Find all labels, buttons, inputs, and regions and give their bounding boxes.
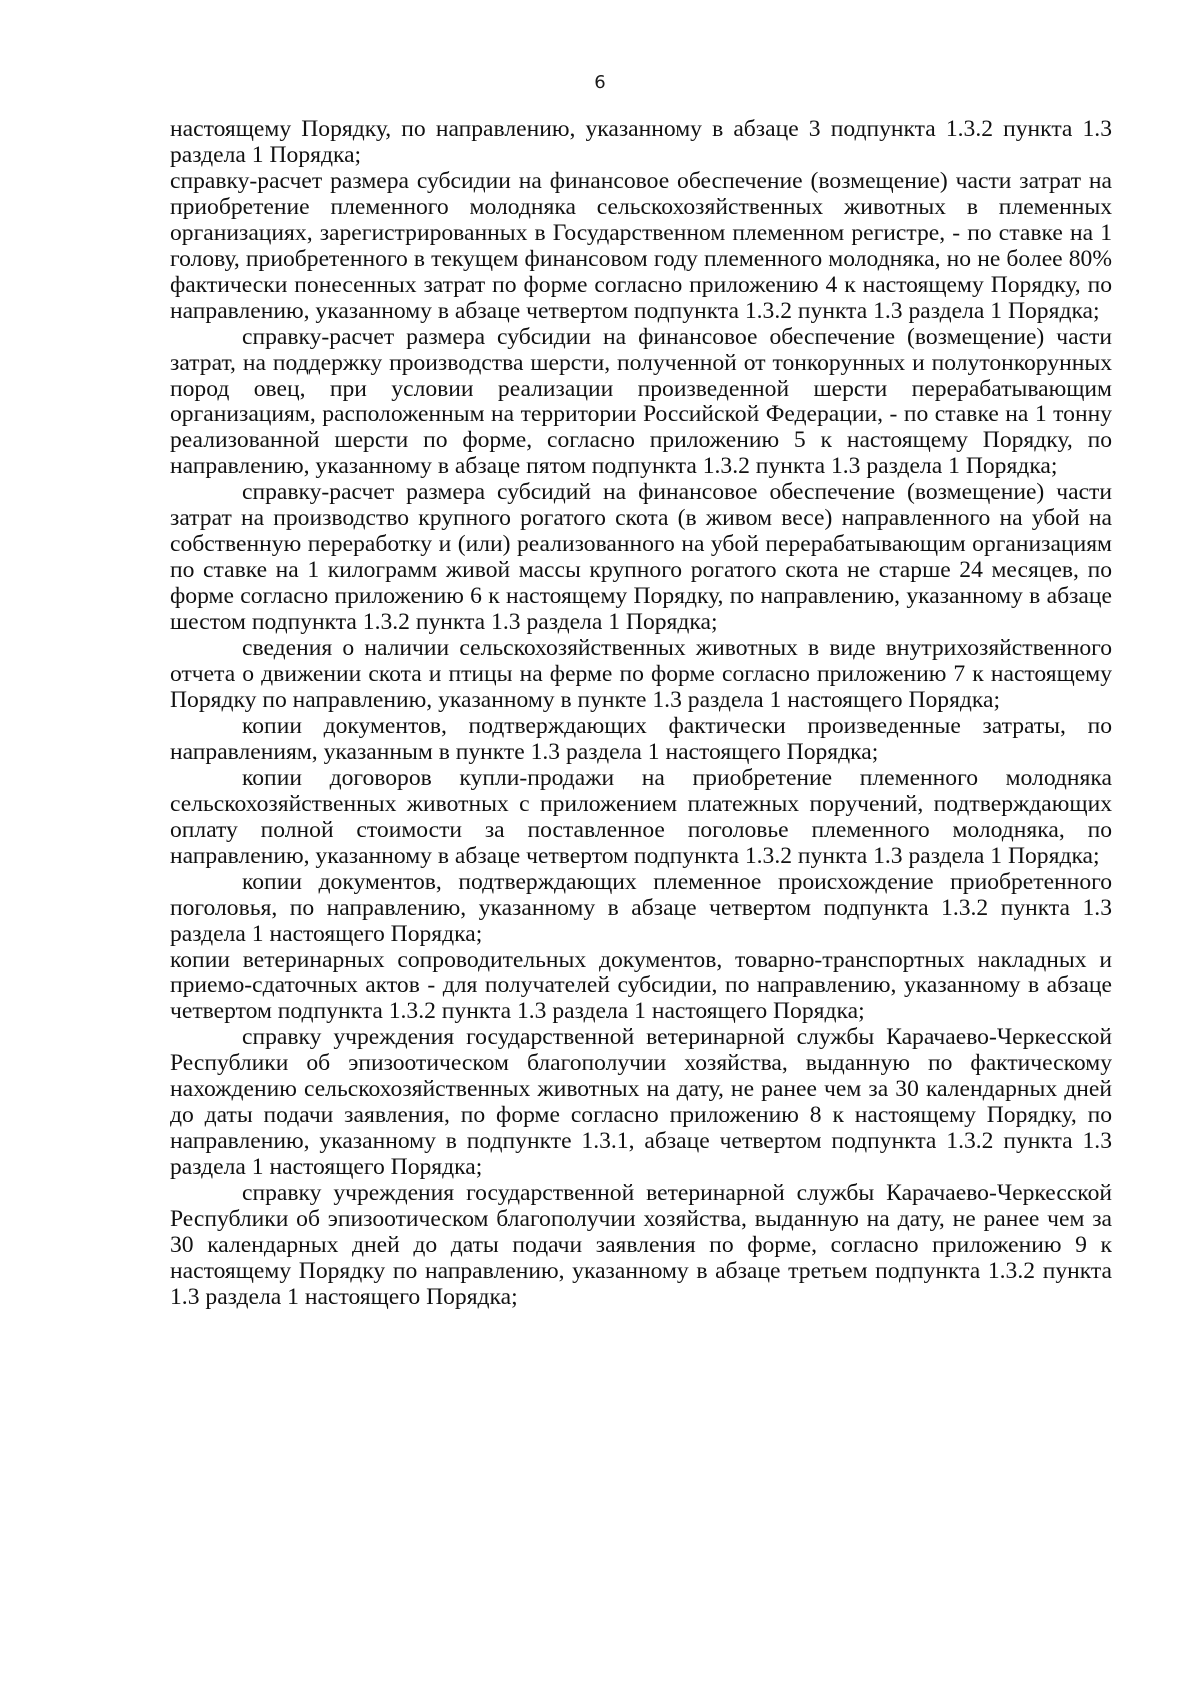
paragraph-breeding-stock-calculation: справку-расчет размера субсидии на финансовое обеспечение (возмещение) части затрат на приобретение племенного молодняка сельскохозяйственных животных в племенных организациях, зарегистрированных в Государственном племенном регистре, - по ставке на 1 голову, приобретенного в текущем финансовом году племенного молодняка, но не более 80% фактически понесенных затрат по форме согласно приложению 4 к настоящему Порядку, по направлению, указанному в абзаце четвертом подпункта 1.3.2 пункта 1.3 раздела 1 Порядка; <box>170 167 1112 324</box>
paragraph-cattle-calculation: справку-расчет размера субсидий на финансовое обеспечение (возмещение) части затрат на производство крупного рогатого скота (в живом весе) направленного на убой на собственную переработку и (или) реализованного на убой перерабатывающим организациям по ставке на 1 килограмм живой массы крупного рогатого скота не старше 24 месяцев, по форме согласно приложению 6 к настоящему Порядку, по направлению, указанному в абзаце шестом подпункта 1.3.2 пункта 1.3 раздела 1 Порядка; <box>170 479 1112 636</box>
paragraph-veterinary-certificate-2: справку учреждения государственной ветеринарной службы Карачаево-Черкесской Республики об эпизоотическом благополучии хозяйства, выданную на дату, не ранее чем за 30 календарных дней до даты подачи заявления по форме, согласно приложению 9 к настоящему Порядку по направлению, указанному в абзаце третьем подпункта 1.3.2 пункта 1.3 раздела 1 настоящего Порядка; <box>170 1180 1112 1310</box>
paragraph-purchase-contracts: копии договоров купли-продажи на приобретение племенного молодняка сельскохозяйственных животных с приложением платежных поручений, подтверждающих оплату полной стоимости за поставленное поголовье племенного молодняка, по направлению, указанному в абзаце четвертом подпункта 1.3.2 пункта 1.3 раздела 1 Порядка; <box>170 764 1112 869</box>
paragraph-wool-calculation: справку-расчет размера субсидии на финансовое обеспечение (возмещение) части затрат, на поддержку производства шерсти, полученной от тонкорунных и полутонкорунных пород овец, при условии реализации произведенной шерсти перерабатывающим организациям, расположенным на территории Российской Федерации, - по ставке на 1 тонну реализованной шерсти по форме, согласно приложению 5 к настоящему Порядку, по направлению, указанному в абзаце пятом подпункта 1.3.2 пункта 1.3 раздела 1 Порядка; <box>170 323 1112 480</box>
paragraph-veterinary-documents: копии ветеринарных сопроводительных документов, товарно-транспортных накладных и приемо-сдаточных актов - для получателей субсидии, по направлению, указанному в абзаце четвертом подпункта 1.3.2 пункта 1.3 раздела 1 настоящего Порядка; <box>170 946 1112 1025</box>
page-number: 6 <box>594 72 606 93</box>
document-body <box>170 117 1112 1311</box>
paragraph-continuation: настоящему Порядку, по направлению, указанному в абзаце 3 подпункта 1.3.2 пункта 1.3 раздела 1 Порядка; <box>170 116 1112 168</box>
paragraph-breeding-origin-documents: копии документов, подтверждающих племенное происхождение приобретенного поголовья, по направлению, указанному в абзаце четвертом подпункта 1.3.2 пункта 1.3 раздела 1 настоящего Порядка; <box>170 868 1112 947</box>
paragraph-livestock-report: сведения о наличии сельскохозяйственных животных в виде внутрихозяйственного отчета о движении скота и птицы на ферме по форме согласно приложению 7 к настоящему Порядку по направлению, указанному в пункте 1.3 раздела 1 настоящего Порядка; <box>170 635 1112 713</box>
paragraph-veterinary-certificate-1: справку учреждения государственной ветеринарной службы Карачаево-Черкесской Республики об эпизоотическом благополучии хозяйства, выданную по фактическому нахождению сельскохозяйственных животных на дату, не ранее чем за 30 календарных дней до даты подачи заявления, по форме согласно приложению 8 к настоящему Порядку, по направлению, указанному в подпункте 1.3.1, абзаце четвертом подпункта 1.3.2 пункта 1.3 раздела 1 настоящего Порядка; <box>170 1024 1112 1181</box>
paragraph-expense-documents: копии документов, подтверждающих фактически произведенные затраты, по направлениям, указанным в пункте 1.3 раздела 1 настоящего Порядка; <box>170 712 1112 765</box>
